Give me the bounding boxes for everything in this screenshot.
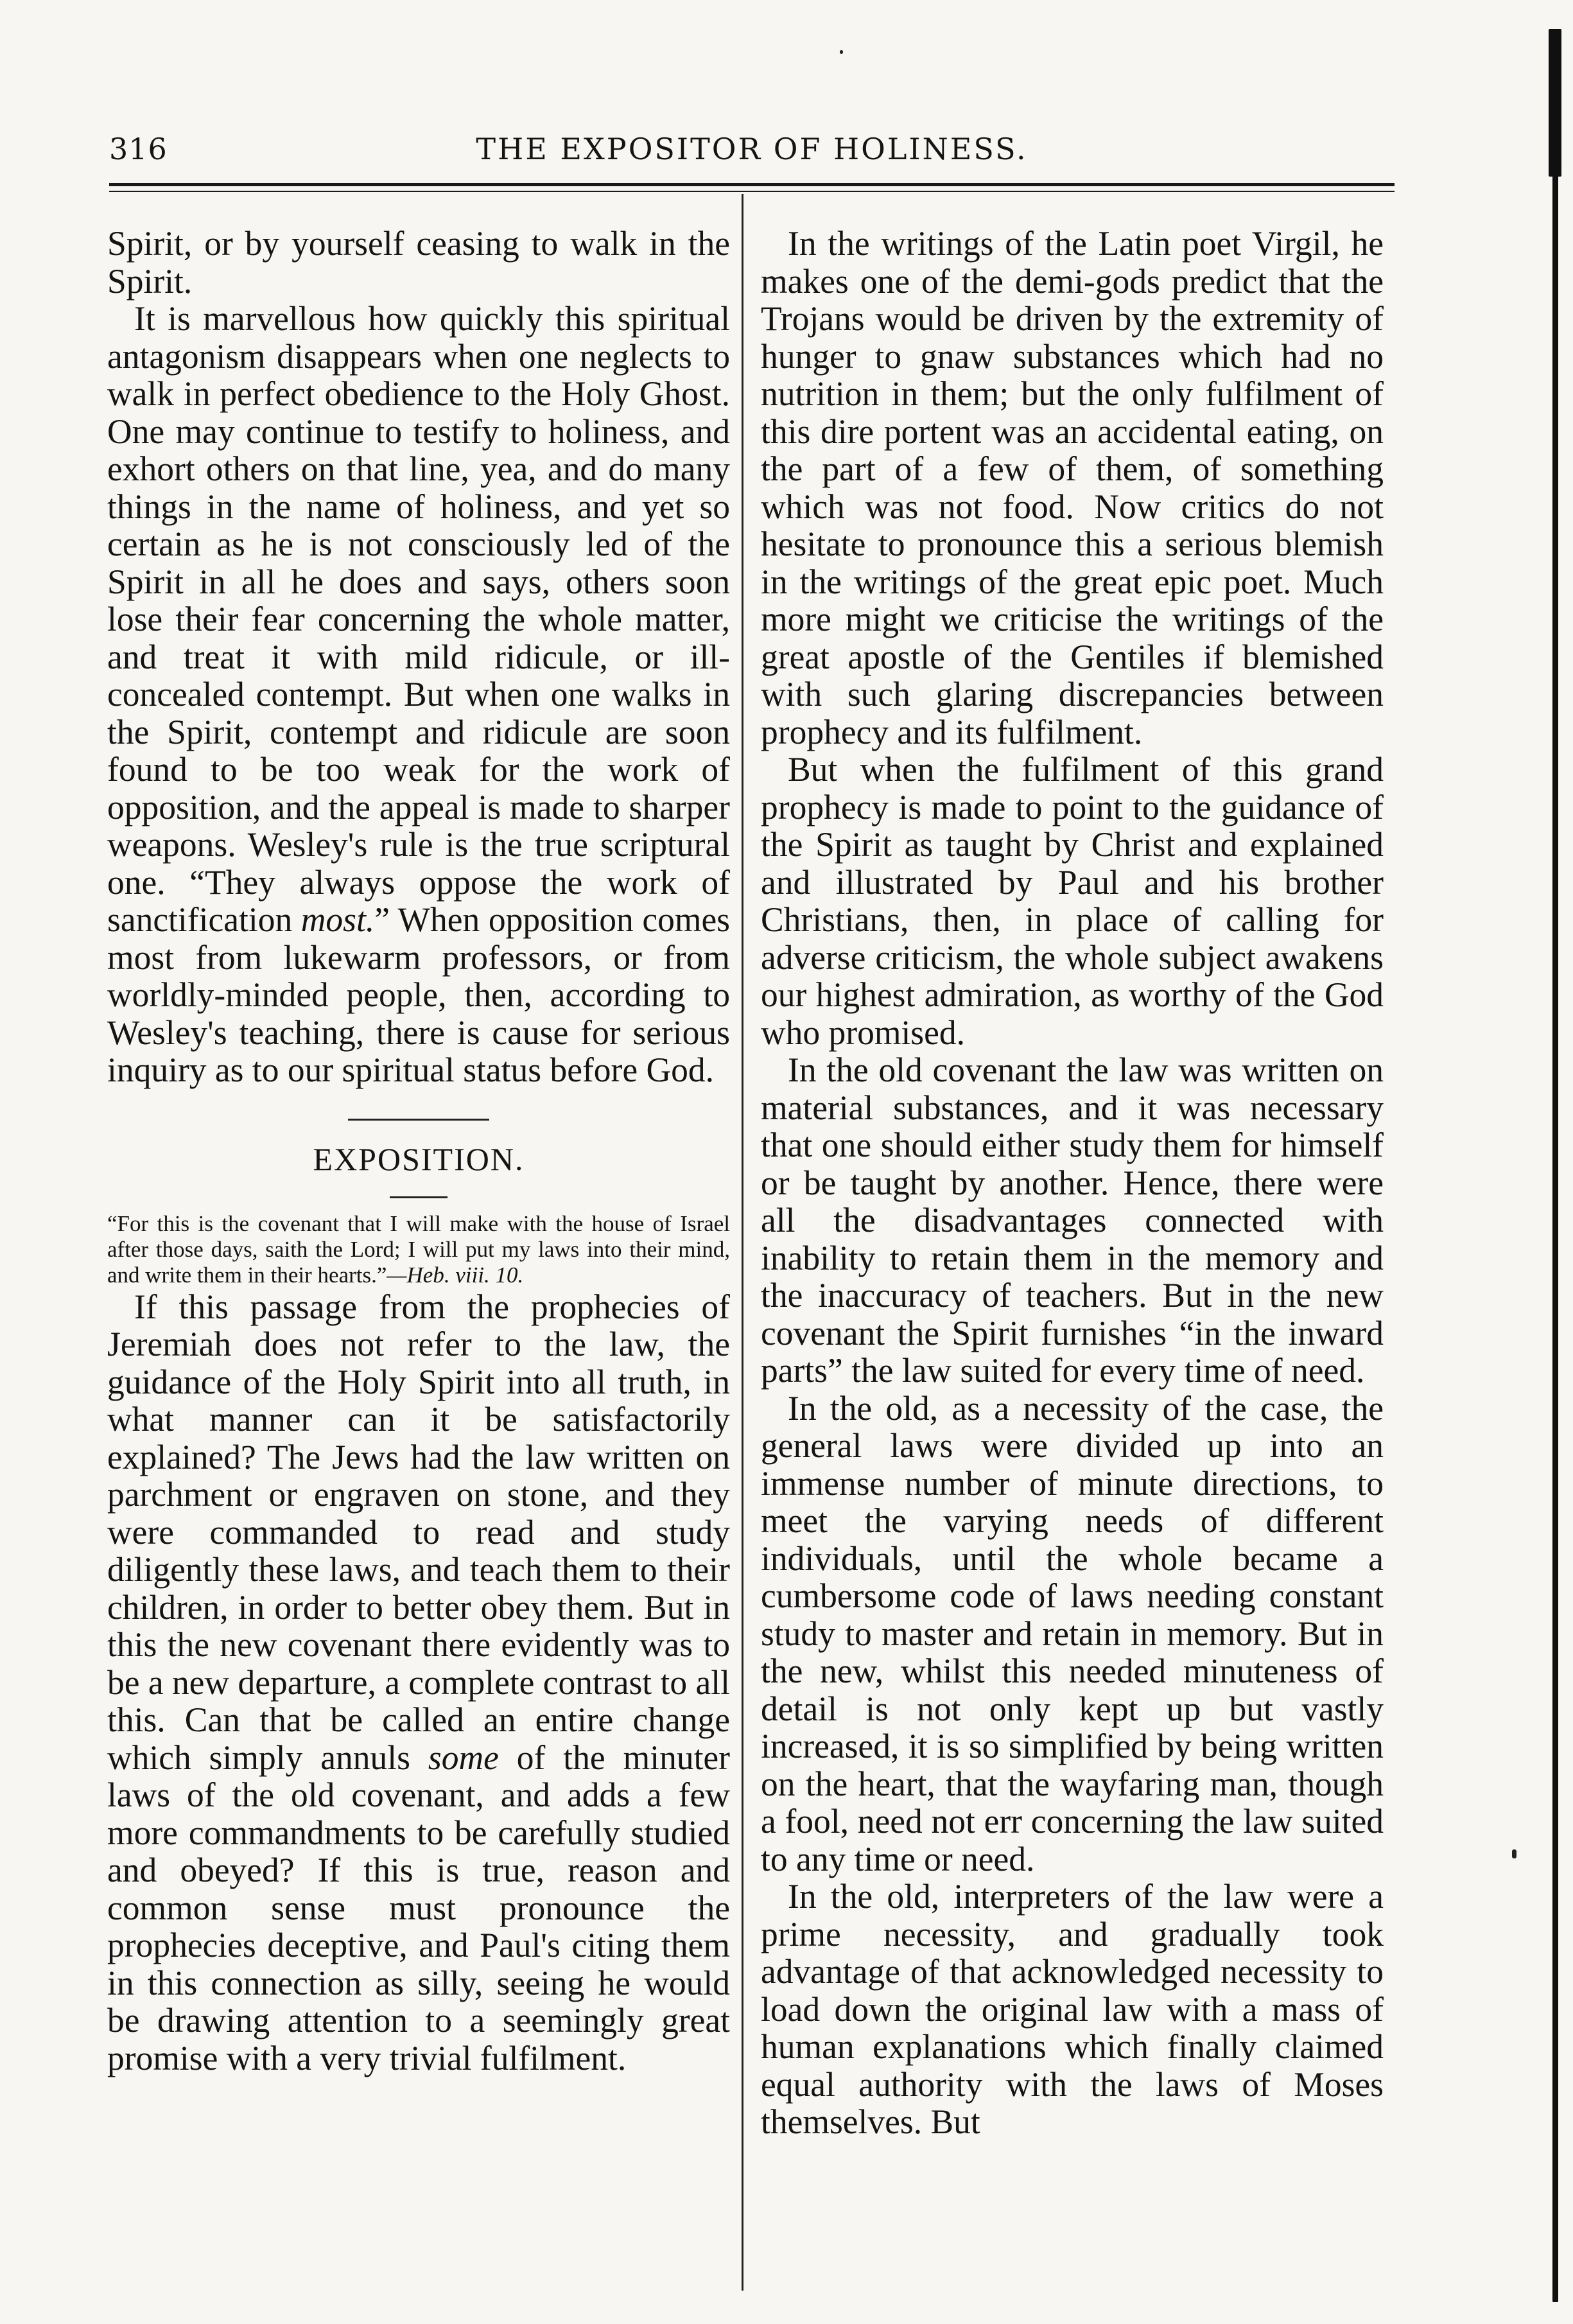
- paragraph: In the old, interpreters of the law were a prime necessity, and gradually took advantage of that acknowledged necessity to load down the original law with a mass of human explanations which finally claimed equal authority with the laws of Moses themselves. But: [761, 1877, 1384, 2141]
- emphasis: most.: [300, 900, 375, 939]
- paragraph: But when the fulfilment of this grand prophecy is made to point to the guidance of the Spirit as taught by Christ and explained and illustrated by Paul and his brother Christians, then, in place of calling for adverse criticism, the whole subject awakens our highest admiration, as worthy of the God who promised.: [761, 750, 1384, 1052]
- paragraph-text: of the minuter laws of the old covenant, and adds a few more commandments to be carefully studied and obeyed? If this is true, reason and common sense must pronounce the prophecies deceptive, and Paul's citing them in this connection as silly, seeing he would be drawing attention to a seemingly great promise with a very trivial fulfilment.: [107, 1738, 730, 2077]
- right-column: [761, 225, 1384, 2141]
- header-rule-thin: [109, 191, 1395, 192]
- paragraph-text: If this passage from the prophecies of Jeremiah does not refer to the law, the guidance of the Holy Spirit into all truth, in what manner can it be satisfactorily explained? The Jews had the law written on parchment or engraven on stone, and they were commanded to read and study diligently these laws, and teach them to their children, in order to better obey them. But in this the new covenant there evidently was to be a new departure, a complete contrast to all this. Can that be called an entire change which simply annuls: [107, 1287, 731, 1777]
- left-column: [107, 225, 730, 2077]
- scan-edge-bar-top: [1549, 29, 1561, 177]
- paragraph: Spirit, or by yourself ceasing to walk in the Spirit.: [107, 224, 730, 301]
- paragraph: [107, 300, 730, 1089]
- paragraph-text: ” When opposition comes most from lukewarm professors, or from worldly-minded people, then, according to Wesley's teaching, there is cause for serious inquiry as to our spiritual status before God.: [107, 900, 731, 1089]
- section-divider: [348, 1119, 489, 1121]
- header-rule: [109, 183, 1395, 186]
- paragraph: In the writings of the Latin poet Virgil, he makes one of the demi-gods predict that the Trojans would be driven by the extremity of hunger to gnaw substances which had no nutrition in them; but the only fulfilment of this dire portent was an accidental eating, on the part of a few of them, of something which was not food. Now critics do not hesitate to pronounce this a serious blemish in the writings of the great epic poet. Much more might we criticise the writings of the great apostle of the Gentiles if blemished with such glaring discrepancies between prophecy and its fulfilment.: [761, 224, 1384, 751]
- emphasis: some: [428, 1738, 499, 1777]
- ink-speck: [1512, 1849, 1517, 1858]
- running-title: THE EXPOSITOR OF HOLINESS.: [476, 132, 1028, 166]
- paragraph-text: It is marvellous how quickly this spiritual antagonism disappears when one neglects to walk in perfect obedience to the Holy Ghost. One may continue to testify to holiness, and exhort others on that line, yea, and do many things in the name of holiness, and yet so certain as he is not consciously led of the Spirit in all he does and says, others soon lose their fear concerning the whole matter, and treat it with mild ridicule, or ill-concealed contempt. But when one walks in the Spirit, contempt and ridicule are soon found to be too weak for the work of opposition, and the appeal is made to sharper weapons. Wesley's rule is the true scriptural one. “They always oppose the work of sanctification: [107, 299, 730, 939]
- ink-speck: [840, 50, 843, 54]
- section-title: EXPOSITION.: [313, 1140, 525, 1177]
- paragraph: In the old covenant the law was written on material substances, and it was necessary that one should either study them for himself or be taught by another. Hence, there were all the disadvantages connected with inability to retain them in the memory and the inaccuracy of teachers. But in the new covenant the Spirit furnishes “in the inward parts” the law suited for every time of need.: [761, 1051, 1384, 1390]
- paragraph: [107, 1288, 730, 2077]
- epigraph-reference: —Heb. viii. 10.: [387, 1262, 524, 1288]
- column-divider: [742, 194, 743, 2291]
- epigraph: [107, 1211, 730, 1288]
- scan-edge-bar: [1552, 29, 1558, 2302]
- section-divider-small: [390, 1196, 448, 1198]
- epigraph-text: “For this is the covenant that I will make with the house of Israel after those days, saith the Lord; I will put my laws into their mind, and write them in their hearts.”: [107, 1210, 730, 1288]
- paragraph: In the old, as a necessity of the case, the general laws were divided up into an immense number of minute directions, to meet the varying needs of different individuals, until the whole became a cumbersome code of laws needing constant study to master and retain in memory. But in the new, whilst this needed minuteness of detail is not only kept up but vastly increased, it is so simplified by being written on the heart, that the wayfaring man, though a fool, need not err concerning the law suited to any time or need.: [761, 1388, 1384, 1878]
- page-number: 316: [109, 132, 168, 166]
- running-header: [109, 132, 1395, 177]
